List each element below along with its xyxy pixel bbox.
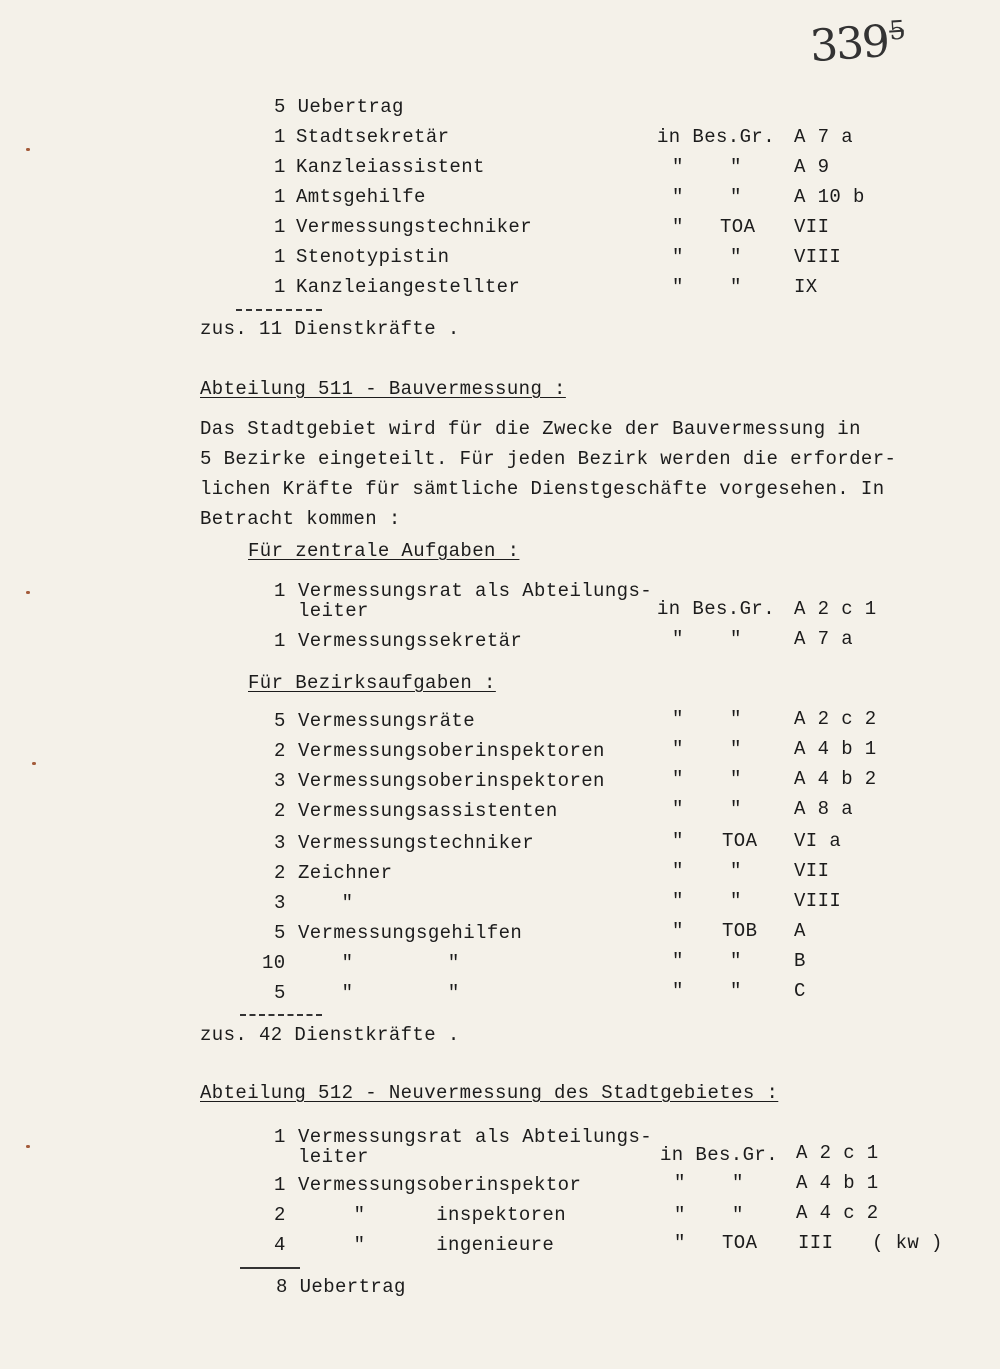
row-pay-group: " [672, 216, 684, 238]
row-count: 1 [274, 276, 286, 298]
paragraph-line: lichen Kräfte für sämtliche Dienstgeschäfte vorgesehen. In [200, 478, 885, 500]
subheading-district: Für Bezirksaufgaben : [248, 672, 496, 694]
row-count: 5 [274, 922, 286, 944]
row-count: 10 [262, 952, 286, 974]
row-tariff: TOA [722, 830, 758, 852]
row-title: " " [318, 982, 460, 1004]
row-title: Vermessungssekretär [298, 630, 523, 652]
total-line: zus. 42 Dienstkräfte . [200, 1024, 460, 1046]
row-grade: A 2 c 1 [794, 598, 877, 620]
row-pay-group: " [672, 798, 684, 820]
row-tariff: TOB [722, 920, 758, 942]
row-grade: A 2 c 2 [794, 708, 877, 730]
row-grade: VII [794, 860, 830, 882]
page-number [808, 15, 904, 72]
row-grade: VIII [794, 890, 842, 912]
row-count: 2 [274, 862, 286, 884]
row-grade: A 2 c 1 [796, 1142, 879, 1164]
row-pay-group: " [672, 890, 684, 912]
row-grade: A 4 b 1 [794, 738, 877, 760]
row-grade: A 4 b 2 [794, 768, 877, 790]
row-title: " " [318, 952, 460, 974]
row-tariff: " [730, 708, 742, 730]
row-tariff: TOA [720, 216, 756, 238]
row-count: 1 [274, 186, 286, 208]
row-count: 2 [274, 800, 286, 822]
row-count: 5 [274, 710, 286, 732]
row-pay-group: " [672, 186, 684, 208]
row-tariff: " [730, 246, 742, 268]
row-tariff: " [730, 186, 742, 208]
row-pay-group: " [674, 1204, 686, 1226]
row-count: 1 [274, 216, 286, 238]
row-pay-group: " [672, 950, 684, 972]
row-count: 3 [274, 832, 286, 854]
row-tariff: " [730, 768, 742, 790]
paragraph-line: Betracht kommen : [200, 508, 401, 530]
scan-mark [26, 1145, 30, 1148]
row-tariff: " [732, 1204, 744, 1226]
paragraph-line: Das Stadtgebiet wird für die Zwecke der Bauvermessung in [200, 418, 861, 440]
row-title: Zeichner [298, 862, 393, 884]
row-count: 4 [274, 1234, 286, 1256]
row-grade: A 7 a [794, 628, 854, 650]
row-grade: VIII [794, 246, 842, 268]
row-title: Stadtsekretär [296, 126, 450, 148]
row-grade: A 10 b [794, 186, 865, 208]
carry-forward-line: 8 Uebertrag [276, 1276, 406, 1298]
row-pay-group: " [672, 246, 684, 268]
row-pay-group: " [672, 708, 684, 730]
row-title: Kanzleiangestellter [296, 276, 521, 298]
row-tariff: " [730, 980, 742, 1002]
scan-mark [32, 762, 36, 765]
row-count: 1 [274, 126, 286, 148]
row-grade: III [798, 1232, 834, 1254]
row-pay-group: " [674, 1232, 686, 1254]
row-count: 1 [274, 156, 286, 178]
row-grade: A 9 [794, 156, 830, 178]
subheading-central: Für zentrale Aufgaben : [248, 540, 520, 562]
row-pay-group: in Bes.Gr. [657, 126, 776, 148]
row-title: Vermessungsrat als Abteilungs- [298, 580, 653, 602]
row-title: Vermessungsrat als Abteilungs- [298, 1126, 653, 1148]
row-tariff: " [730, 860, 742, 882]
row-title: Vermessungstechniker [298, 832, 535, 854]
row-title: Vermessungsräte [298, 710, 476, 732]
carry-over-line: 5 Uebertrag [274, 96, 404, 118]
row-grade: B [794, 950, 806, 972]
row-tariff: " [730, 950, 742, 972]
row-count: 2 [274, 740, 286, 762]
row-pay-group: " [672, 276, 684, 298]
sum-rule [236, 309, 322, 311]
row-pay-group: " [672, 830, 684, 852]
row-pay-group: " [672, 768, 684, 790]
row-count: 1 [274, 580, 286, 602]
row-tariff: " [730, 276, 742, 298]
row-count: 1 [274, 1126, 286, 1148]
row-grade: VII [794, 216, 830, 238]
row-title: " [318, 892, 354, 914]
row-count: 1 [274, 246, 286, 268]
scan-mark [26, 591, 30, 594]
row-pay-group: " [674, 1172, 686, 1194]
row-pay-group: in Bes.Gr. [657, 598, 776, 620]
total-line: zus. 11 Dienstkräfte . [200, 318, 460, 340]
row-grade: A [794, 920, 806, 942]
row-pay-group: " [672, 920, 684, 942]
row-pay-group: " [672, 156, 684, 178]
row-tariff: " [730, 628, 742, 650]
row-tariff: " [730, 798, 742, 820]
row-grade: A 7 a [794, 126, 854, 148]
section-heading-511: Abteilung 511 - Bauvermessung : [200, 378, 566, 400]
row-note: ( kw ) [872, 1232, 943, 1254]
row-count: 2 [274, 1204, 286, 1226]
row-pay-group: in Bes.Gr. [660, 1144, 779, 1166]
scan-mark [26, 148, 30, 151]
page-number-value: 339 [808, 15, 890, 73]
row-tariff: " [730, 890, 742, 912]
row-count: 3 [274, 770, 286, 792]
row-grade: A 4 c 2 [796, 1202, 879, 1224]
row-title: Amtsgehilfe [296, 186, 426, 208]
row-title: Vermessungsgehilfen [298, 922, 523, 944]
row-title: Kanzleiassistent [296, 156, 485, 178]
row-pay-group: " [672, 628, 684, 650]
row-grade: IX [794, 276, 818, 298]
row-title: " inspektoren [330, 1204, 567, 1226]
row-tariff: TOA [722, 1232, 758, 1254]
row-count: 1 [274, 630, 286, 652]
row-title: Vermessungsoberinspektor [298, 1174, 582, 1196]
sum-rule [240, 1014, 322, 1016]
row-title: Vermessungsoberinspektoren [298, 770, 605, 792]
row-grade: VI a [794, 830, 842, 852]
row-grade: C [794, 980, 806, 1002]
page-number-strike: 5 [888, 15, 905, 47]
paragraph-line: 5 Bezirke eingeteilt. Für jeden Bezirk werden die erforder- [200, 448, 897, 470]
row-pay-group: " [672, 738, 684, 760]
row-title: " ingenieure [330, 1234, 555, 1256]
section-heading-512: Abteilung 512 - Neuvermessung des Stadtgebietes : [200, 1082, 779, 1104]
row-title: Stenotypistin [296, 246, 450, 268]
row-title-cont: leiter [298, 1146, 369, 1168]
row-grade: A 4 b 1 [796, 1172, 879, 1194]
row-grade: A 8 a [794, 798, 854, 820]
row-count: 3 [274, 892, 286, 914]
row-count: 1 [274, 1174, 286, 1196]
row-pay-group: " [672, 980, 684, 1002]
row-tariff: " [732, 1172, 744, 1194]
row-tariff: " [730, 156, 742, 178]
row-title: Vermessungsoberinspektoren [298, 740, 605, 762]
row-count: 5 [274, 982, 286, 1004]
row-tariff: " [730, 738, 742, 760]
row-pay-group: " [672, 860, 684, 882]
row-title: Vermessungsassistenten [298, 800, 558, 822]
sum-rule [240, 1267, 300, 1269]
row-title: Vermessungstechniker [296, 216, 533, 238]
row-title-cont: leiter [298, 600, 369, 622]
